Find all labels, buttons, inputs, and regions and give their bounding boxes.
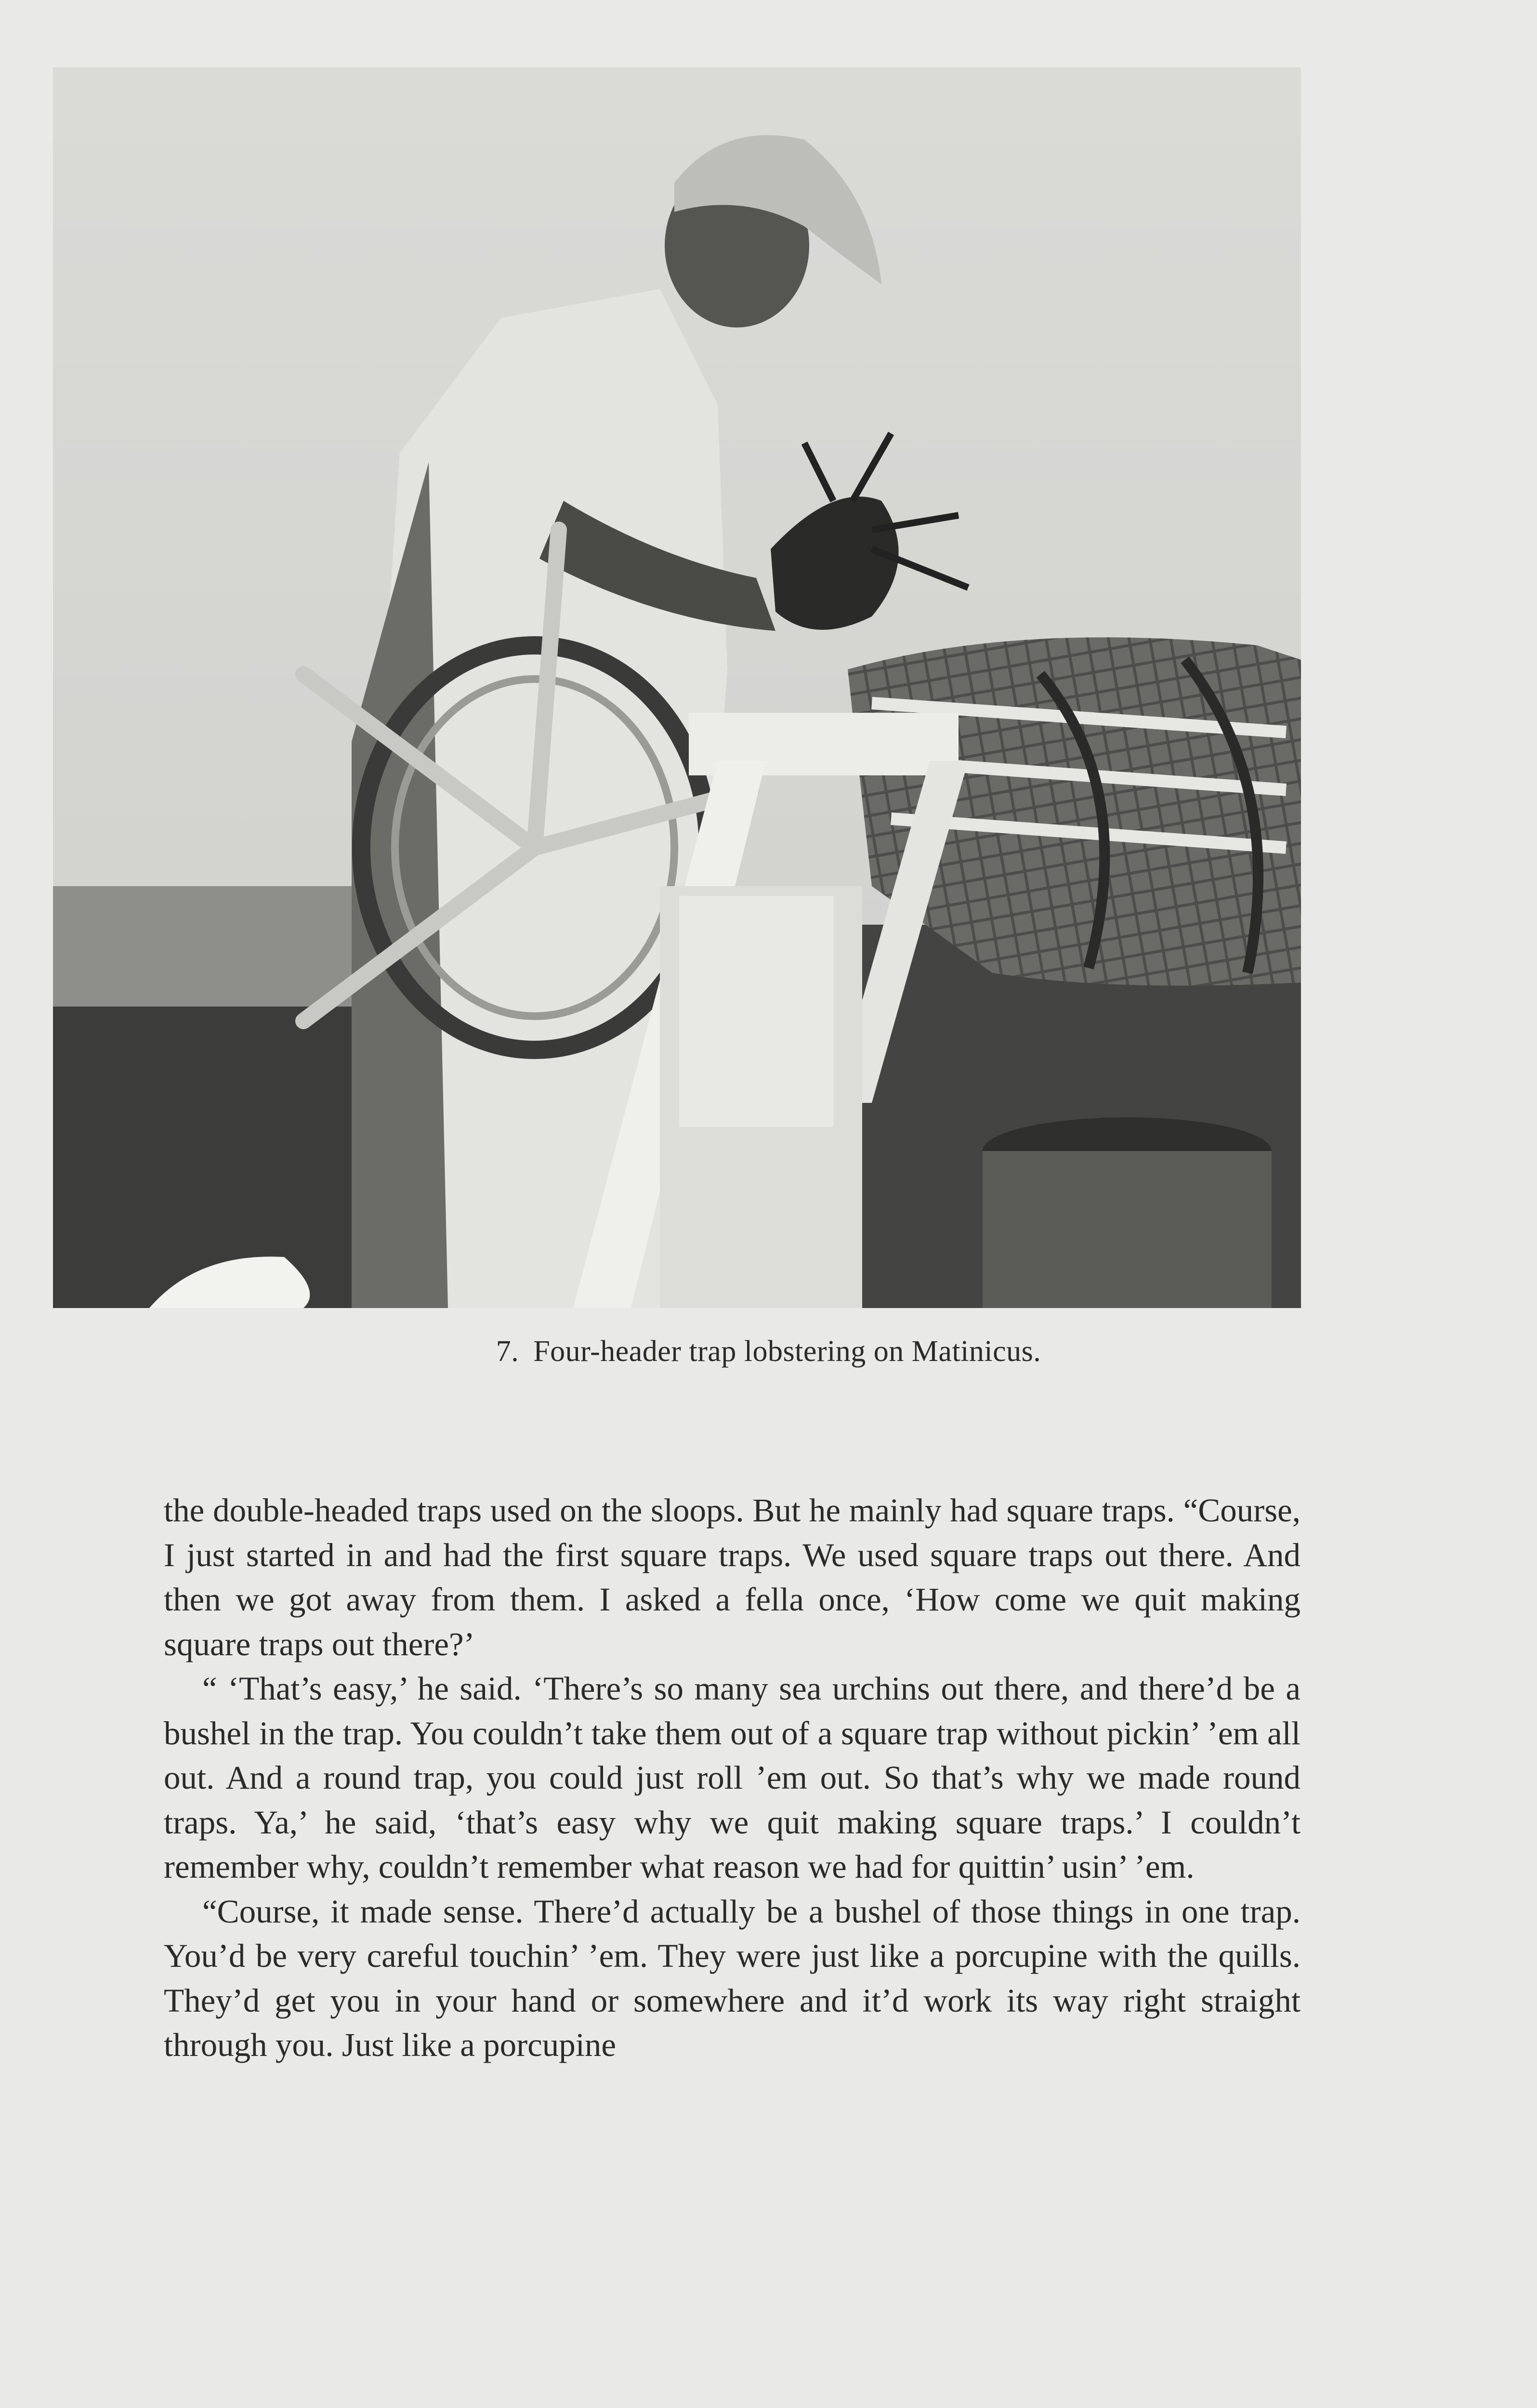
- paragraph-3: “Course, it made sense. There’d actually be a bushel of those things in one trap. You’d be very careful touchin’ ’em. They were just like a porcupine with the quills. They’d get you in your hand or somewhere and it’d work its way right straight through you. Just like a porcupine: [164, 1893, 1301, 2063]
- body-text: [164, 1488, 1301, 2068]
- figure-number: 7.: [496, 1335, 519, 1368]
- lobstering-photograph: [53, 67, 1301, 1308]
- paragraph-1: the double-headed traps used on the sloops. But he mainly had square traps. “Course, I just started in and had the first square traps. We used square traps out there. And then we got away from them. I asked a fella once, ‘How come we quit making square traps out there?’: [164, 1492, 1301, 1662]
- paragraph-2: “ ‘That’s easy,’ he said. ‘There’s so many sea urchins out there, and there’d be a bushel in the trap. You couldn’t take them out of a square trap without pickin’ ’em all out. And a round trap, you could just roll ’em out. So that’s why we made round traps. Ya,’ he said, ‘that’s easy why we quit making square traps.’ I couldn’t remember why, couldn’t remember what reason we had for quittin’ usin’ ’em.: [164, 1670, 1301, 1885]
- figure-caption-text: Four-header trap lobstering on Matinicus.: [533, 1335, 1041, 1368]
- figure-caption: [0, 1332, 1537, 1371]
